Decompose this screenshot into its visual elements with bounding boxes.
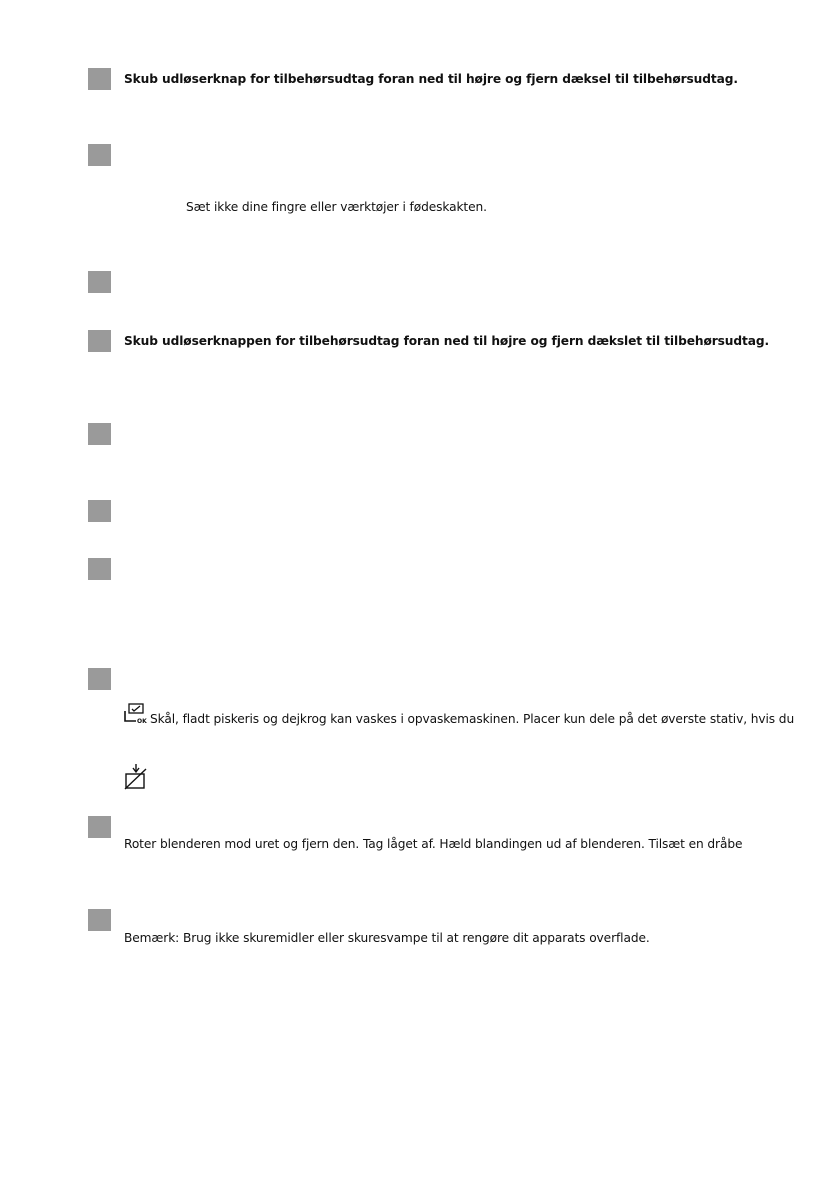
step-marker-7 — [88, 558, 111, 580]
step-marker-5 — [88, 423, 111, 445]
svg-text:OK: OK — [137, 718, 147, 725]
step-marker-9 — [88, 816, 111, 838]
step-marker-2 — [88, 144, 111, 166]
step-4-text: Skub udløserknappen for tilbehørsudtag foran ned til højre og fjern dækslet til tilbehørsudtag. — [124, 334, 769, 348]
step-marker-1 — [88, 68, 111, 90]
step-10-note-text: Bemærk: Brug ikke skuremidler eller skuresvampe til at rengøre dit apparats overflade. — [124, 931, 650, 945]
step-1-text: Skub udløserknap for tilbehørsudtag foran ned til højre og fjern dæksel til tilbehørsudtag. — [124, 72, 738, 86]
not-dishwasher-safe-icon — [124, 764, 148, 794]
step-marker-6 — [88, 500, 111, 522]
dishwasher-safe-icon — [124, 703, 148, 731]
step-marker-10 — [88, 909, 111, 931]
step-marker-4 — [88, 330, 111, 352]
step-2-warning-text: Sæt ikke dine fingre eller værktøjer i fødeskakten. — [186, 200, 487, 214]
step-marker-8 — [88, 668, 111, 690]
step-9-text: Roter blenderen mod uret og fjern den. Tag låget af. Hæld blandingen ud af blenderen. Tilsæt en dråbe — [124, 837, 743, 851]
step-marker-3 — [88, 271, 111, 293]
step-8-dishwasher-text: Skål, fladt piskeris og dejkrog kan vaskes i opvaskemaskinen. Placer kun dele på det øverste stativ, hvis du — [150, 712, 795, 726]
